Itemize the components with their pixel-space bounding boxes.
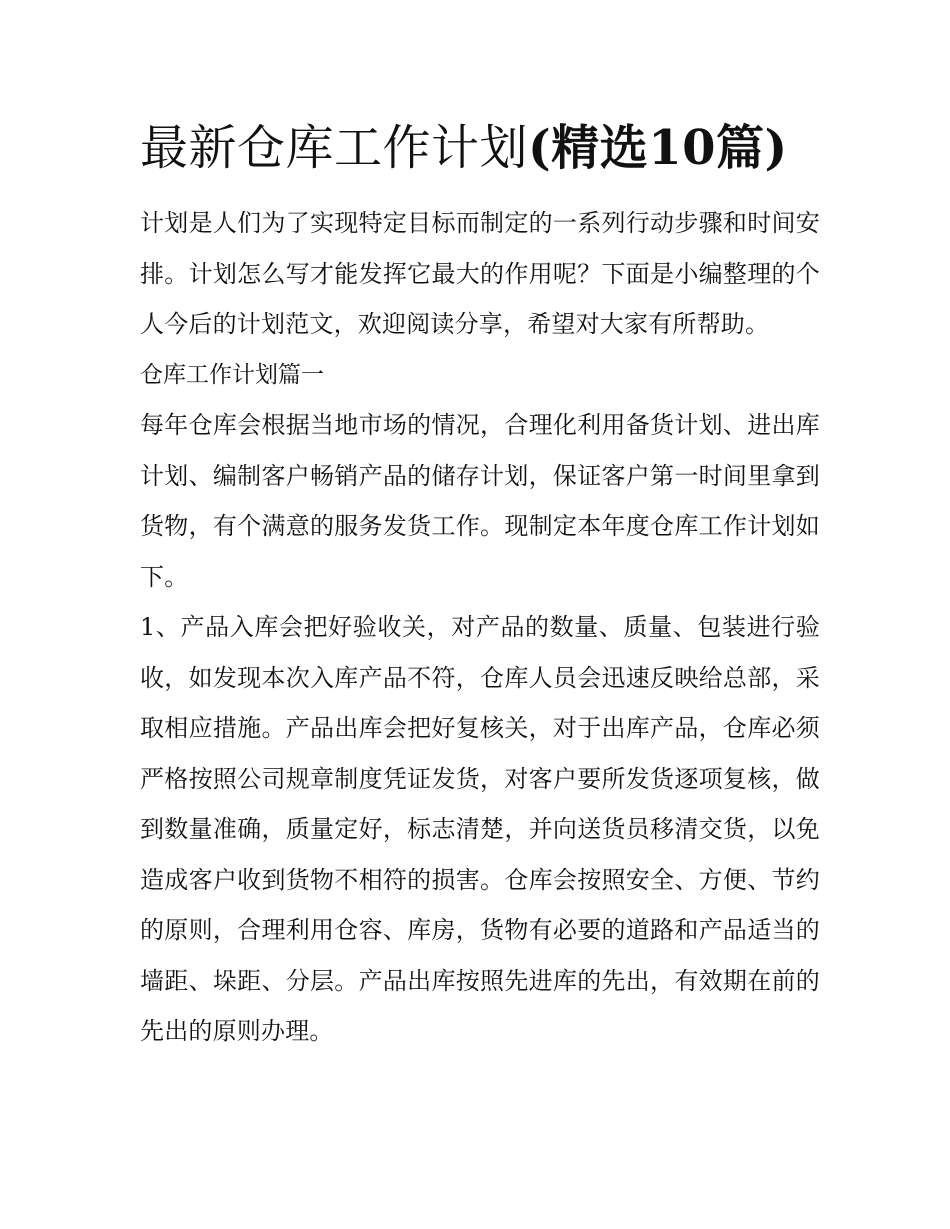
document-body <box>140 198 820 1057</box>
intro-paragraph: 计划是人们为了实现特定目标而制定的一系列行动步骤和时间安排。计划怎么写才能发挥它最大的作用呢？下面是小编整理的个人今后的计划范文，欢迎阅读分享，希望对大家有所帮助。 <box>140 209 820 338</box>
document-page <box>140 112 820 1057</box>
plan-item-1-paragraph: 1、产品入库会把好验收关，对产品的数量、质量、包装进行验收，如发现本次入库产品不符，仓库人员会迅速反映给总部，采取相应措施。产品出库会把好复核关，对于出库产品，仓库必须严格按照公司规章制度凭证发货，对客户要所发货逐项复核，做到数量准确，质量定好，标志清楚，并向送货员移清交货，以免造成客户收到货物不相符的损害。仓库会按照安全、方便、节约的原则，合理利用仓容、库房，货物有必要的道路和产品适当的墙距、垛距、分层。产品出库按照先进库的先出，有效期在前的先出的原则办理。 <box>140 613 820 1045</box>
document-title <box>140 112 820 184</box>
section-heading: 仓库工作计划篇一 <box>140 361 324 388</box>
document-title-suffix: (精选10篇) <box>528 120 788 176</box>
plan-intro-paragraph: 每年仓库会根据当地市场的情况，合理化利用备货计划、进出库计划、编制客户畅销产品的储存计划，保证客户第一时间里拿到货物，有个满意的服务发货工作。现制定本年度仓库工作计划如下。 <box>140 411 820 591</box>
document-title-main: 最新仓库工作计划 <box>140 120 529 176</box>
